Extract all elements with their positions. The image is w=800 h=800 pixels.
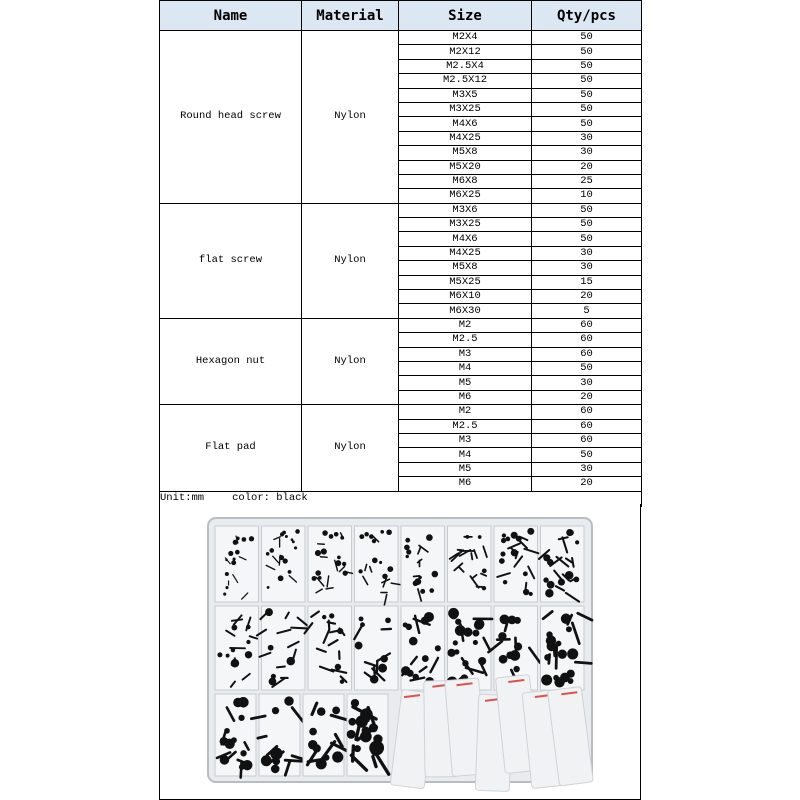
screw-head [295,529,300,534]
screw-head [269,678,277,686]
screw-head [543,577,548,582]
screw-head [315,550,321,556]
screw-head [231,625,237,631]
screw-head [337,556,341,560]
screw-head [249,536,254,541]
qty-cell: 20 [532,477,642,491]
screw-head [348,718,356,726]
screw-head [387,566,393,572]
qty-cell: 30 [532,462,642,476]
screw-head [317,707,325,715]
screw-head [378,664,387,673]
screw-head [409,637,418,646]
screw-head [573,576,579,582]
table-row [160,405,642,419]
screw-head [473,640,478,645]
size-cell: M4X25 [399,131,532,145]
screw-head [527,528,534,535]
screw-head [500,552,505,557]
qty-cell: 50 [532,232,642,246]
size-cell: M6X30 [399,304,532,318]
screw-shaft [277,666,285,667]
screw-head [503,580,507,584]
group-material-cell: Nylon [302,318,399,404]
header-material: Material [302,1,399,31]
qty-cell: 50 [532,45,642,59]
screw-head [358,569,362,573]
screw-head [285,535,288,538]
header-qty: Qty/pcs [532,1,642,31]
screw-head [271,765,280,774]
qty-cell: 25 [532,174,642,188]
screw-head [225,586,228,589]
screw-head [545,589,553,597]
screw-head [499,558,505,564]
screw-head [429,588,434,593]
size-cell: M4X6 [399,117,532,131]
size-cell: M2X12 [399,45,532,59]
qty-cell: 20 [532,390,642,404]
screw-head [547,559,554,566]
qty-cell: 20 [532,290,642,304]
screw-head [242,537,247,542]
qty-cell: 50 [532,59,642,73]
screw-head [568,530,574,536]
screw-head [329,534,334,539]
qty-cell: 10 [532,189,642,203]
size-cell: M5X8 [399,146,532,160]
size-cell: M2 [399,318,532,332]
screw-shaft [353,746,354,761]
size-cell: M6X8 [399,174,532,188]
screw-shaft [554,643,555,656]
color-note: color: black [232,492,308,504]
spec-sheet [159,0,641,507]
group-name-cell: Hexagon nut [160,318,302,404]
screw-head [465,535,469,539]
qty-cell: 20 [532,160,642,174]
screw-head [513,666,519,672]
screw-head [308,740,317,749]
screw-head [546,636,556,646]
screw-head [217,652,222,657]
size-cell: M2.5 [399,419,532,433]
screw-head [373,734,382,743]
group-name-cell: Flat pad [160,405,302,491]
screw-head [294,546,297,549]
screw-head [321,548,327,554]
screw-head [272,707,279,714]
screw-head [231,737,237,743]
screw-shaft [471,553,472,559]
screw-head [501,538,506,543]
table-row [160,203,642,217]
screw-head [265,608,273,616]
screw-shaft [525,583,526,593]
screw-head [226,654,230,658]
qty-cell: 50 [532,31,642,45]
qty-cell: 60 [532,405,642,419]
screw-head [288,570,292,574]
screw-head [225,559,228,562]
screw-head [474,619,484,629]
size-cell: M5X8 [399,261,532,275]
screw-head [284,696,293,705]
screw-head [405,538,410,543]
size-cell: M5X25 [399,275,532,289]
screw-head [414,578,421,585]
size-cell: M2.5 [399,333,532,347]
screw-head [568,678,574,684]
qty-cell: 5 [532,304,642,318]
group-name-cell: flat screw [160,203,302,318]
screw-head [371,746,382,757]
group-name-cell: Round head screw [160,31,302,204]
screw-head [228,551,233,556]
screw-head [558,649,567,658]
screw-head [386,529,392,535]
header-row [160,1,642,31]
screw-head [233,558,236,561]
spec-table [159,0,642,507]
screw-head [329,613,334,618]
size-cell: M2 [399,405,532,419]
screw-head [233,698,243,708]
size-cell: M3 [399,347,532,361]
screw-shaft [329,621,330,630]
screw-head [516,536,522,542]
screw-head [561,614,571,624]
qty-cell: 60 [532,433,642,447]
screw-head [359,534,364,539]
qty-cell: 60 [532,333,642,347]
screw-head [575,540,579,544]
qty-cell: 30 [532,376,642,390]
qty-cell: 60 [532,318,642,332]
qty-cell: 50 [532,448,642,462]
qty-cell: 30 [532,261,642,275]
size-cell: M3X25 [399,218,532,232]
product-photo [160,504,640,798]
screw-head [424,612,434,622]
qty-cell: 60 [532,347,642,361]
screw-head [332,751,343,762]
qty-cell: 50 [532,102,642,116]
size-cell: M4X25 [399,246,532,260]
screw-head [335,664,341,670]
screw-head [406,549,411,554]
screw-head [312,576,317,581]
screw-head [242,760,252,770]
qty-cell: 50 [532,218,642,232]
header-size: Size [399,1,532,31]
qty-cell: 50 [532,361,642,375]
screw-head [322,615,326,619]
screw-head [223,593,226,596]
screw-head [455,625,466,636]
compartment [262,526,306,602]
screw-head [382,574,387,579]
screw-head [287,657,296,666]
screw-head [372,539,376,543]
qty-cell: 30 [532,146,642,160]
screw-head [450,611,458,619]
size-cell: M6X25 [399,189,532,203]
size-cell: M5 [399,462,532,476]
qty-cell: 30 [532,246,642,260]
size-cell: M3X5 [399,88,532,102]
screw-shaft [279,555,280,565]
screw-head [499,655,508,664]
qty-cell: 50 [532,117,642,131]
screw-head [238,715,244,721]
screw-head [278,575,284,581]
screw-head [322,530,328,536]
product-photo-frame [159,504,641,800]
screw-head [506,651,514,659]
screw-head [364,532,369,537]
screw-head [472,630,479,637]
screw-shaft [320,557,327,558]
screw-head [269,548,274,553]
table-row [160,31,642,45]
screw-head [412,674,418,680]
screw-head [231,560,236,565]
screw-head [334,532,339,537]
group-material-cell: Nylon [302,31,399,204]
screw-head [380,655,387,662]
size-cell: M6 [399,390,532,404]
screw-head [566,626,572,632]
screw-head [315,570,321,576]
screw-head [523,571,528,576]
size-cell: M4 [399,361,532,375]
screw-head [231,648,236,653]
screw-head [347,730,356,739]
screw-head [404,545,410,551]
header-name: Name [160,1,302,31]
screw-shaft [285,760,302,761]
screw-shaft [374,667,375,681]
screw-head [235,550,240,555]
screw-head [406,555,409,558]
screw-head [426,534,433,541]
size-cell: M3X25 [399,102,532,116]
qty-cell: 60 [532,419,642,433]
screw-head [385,617,391,623]
screw-head [291,538,294,541]
size-cell: M6 [399,477,532,491]
screw-head [337,628,343,634]
screw-head [502,533,506,537]
screw-head [266,552,270,556]
table-body [160,31,642,492]
screw-shaft [549,655,550,664]
screw-head [447,649,455,657]
qty-cell: 30 [532,131,642,145]
screw-head [407,670,414,677]
screw-shaft [556,647,557,669]
screw-head [453,640,458,645]
screw-head [422,655,429,662]
screw-head [335,560,341,566]
screw-head [420,589,425,594]
screw-head [309,728,317,736]
qty-cell: 50 [532,74,642,88]
size-cell: M2X4 [399,31,532,45]
group-material-cell: Nylon [302,203,399,318]
screw-head [233,540,238,545]
screw-head [514,617,521,624]
screw-head [432,571,439,578]
screw-head [379,561,382,564]
screw-head [343,570,348,575]
qty-cell: 50 [532,203,642,217]
size-cell: M3 [399,433,532,447]
table-row [160,318,642,332]
screw-head [225,572,229,576]
compartment [308,606,352,690]
screw-shaft [575,662,591,663]
screw-head [359,616,364,621]
screw-head [240,750,246,756]
size-cell: M3X6 [399,203,532,217]
screw-head [372,558,378,564]
screw-head [529,592,533,596]
screw-shaft [291,628,307,629]
size-cell: M4X6 [399,232,532,246]
size-cell: M4 [399,448,532,462]
screw-shaft [258,736,266,738]
qty-cell: 15 [532,275,642,289]
screw-head [342,562,346,566]
unit-note: Unit:mm [160,492,205,504]
screw-head [482,586,486,590]
screw-shaft [414,576,420,577]
size-cell: M2.5X12 [399,74,532,88]
screw-head [267,586,270,589]
screw-head [435,645,441,651]
screw-head [332,707,340,715]
size-cell: M6X10 [399,290,532,304]
size-cell: M2.5X4 [399,59,532,73]
screw-head [462,660,468,666]
screw-head [403,622,408,627]
screw-head [553,675,559,681]
group-material-cell: Nylon [302,405,399,491]
screw-head [280,532,284,536]
screw-head [268,645,274,651]
screw-head [541,674,552,685]
screw-head [567,648,578,659]
qty-cell: 50 [532,88,642,102]
screw-head [505,537,510,542]
size-cell: M5 [399,376,532,390]
screw-head [246,640,250,644]
screw-head [245,651,252,658]
screw-head [380,530,384,534]
size-cell: M5X20 [399,160,532,174]
screw-head [478,535,482,539]
screw-head [482,568,487,573]
screw-head [355,642,363,650]
